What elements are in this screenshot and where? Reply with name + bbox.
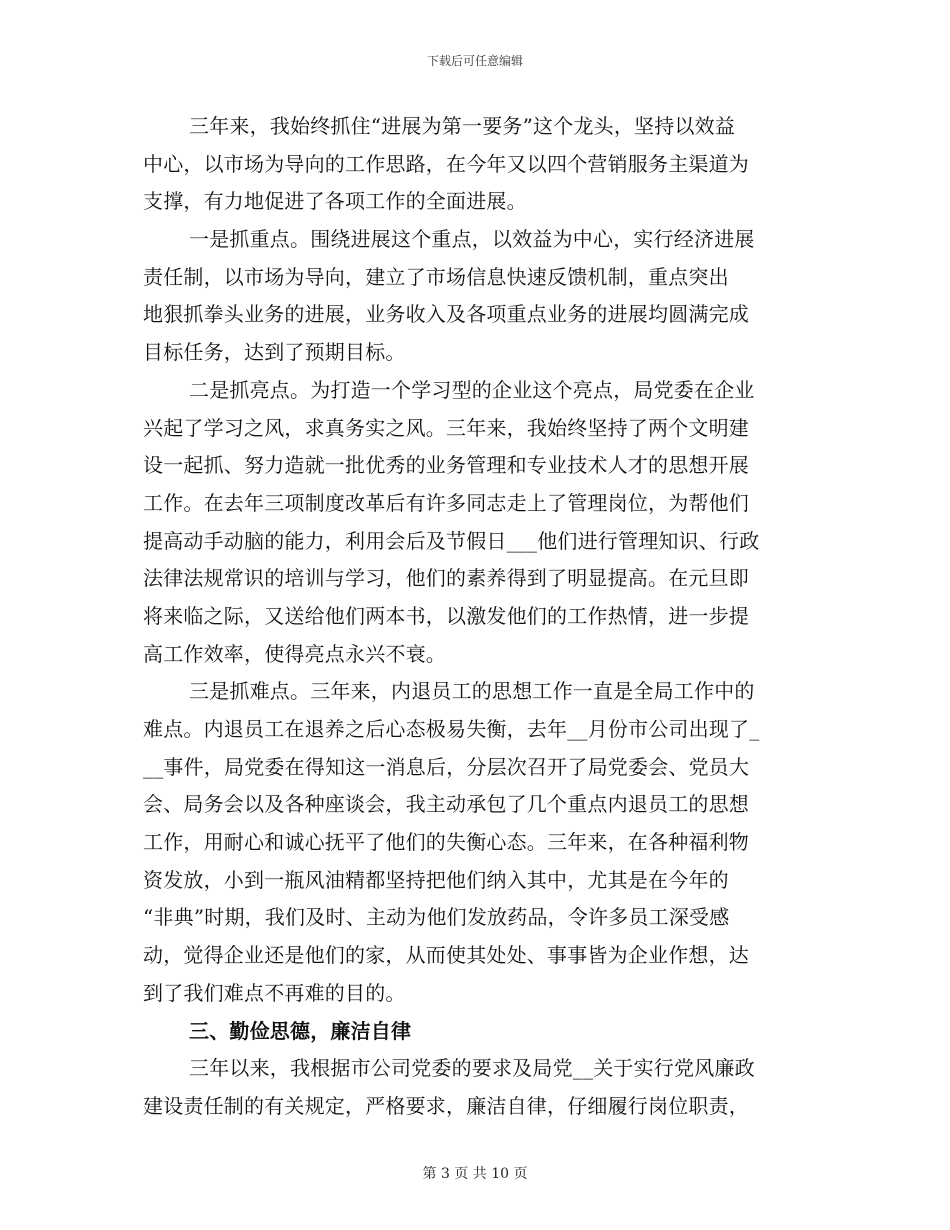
- paragraph-line: 提高动手动脑的能力，利用会后及节假日___他们进行管理知识、行政: [143, 528, 760, 553]
- section-heading: 三、勤俭思德，廉洁自律: [189, 1018, 412, 1043]
- paragraph-line: 到了我们难点不再难的目的。: [143, 980, 406, 1005]
- paragraph-line: 地狠抓拳头业务的进展，业务收入及各项重点业务的进展均圆满完成: [143, 302, 749, 327]
- document-body: [143, 108, 808, 1126]
- paragraph-line: 难点。内退员工在退养之后心态极易失衡，去年__月份市公司出现了_: [143, 717, 760, 741]
- paragraph-line: 三是抓难点。三年来，内退员工的思想工作一直是全局工作中的: [189, 679, 755, 704]
- paragraph-line: 兴起了学习之风，求真务实之风。三年来，我始终坚持了两个文明建: [143, 415, 749, 440]
- page-header: 下载后可任意编辑: [426, 54, 523, 68]
- paragraph-line: 三年以来，我根据市公司党委的要求及局党__关于实行党风廉政: [189, 1056, 755, 1081]
- paragraph-line: 三年来，我始终抓住“进展为第一要务”这个龙头，坚持以效益: [189, 114, 736, 138]
- paragraph-line: 资发放，小到一瓶风油精都坚持把他们纳入其中，尤其是在今年的: [143, 867, 729, 892]
- paragraph-line: 责任制，以市场为导向，建立了市场信息快速反馈机制，重点突出: [143, 264, 729, 289]
- page-number: 第 3 页 共 10 页: [422, 1166, 528, 1182]
- paragraph-line: “非典”时期，我们及时、主动为他们发放药品，令许多员工深受感: [143, 905, 730, 930]
- paragraph-line: __事件，局党委在得知这一消息后，分层次召开了局党委会、党员大: [143, 754, 750, 779]
- paragraph-line: 二是抓亮点。为打造一个学习型的企业这个亮点，局党委在企业: [189, 377, 755, 402]
- paragraph-line: 工作，用耐心和诚心抚平了他们的失衡心态。三年来，在各种福利物: [143, 830, 749, 855]
- paragraph-line: 动，觉得企业还是他们的家，从而使其处处、事事皆为企业作想，达: [143, 943, 749, 968]
- paragraph-line: 法律法规常识的培训与学习，他们的素养得到了明显提高。在元旦即: [143, 566, 749, 591]
- paragraph-line: 支撑，有力地促进了各项工作的全面进展。: [143, 189, 527, 214]
- paragraph-line: 设一起抓、努力造就一批优秀的业务管理和专业技术人才的思想开展: [143, 453, 749, 478]
- paragraph-line: 一是抓重点。围绕进展这个重点，以效益为中心，实行经济进展: [189, 227, 755, 252]
- paragraph-line: 建设责任制的有关规定，严格要求，廉洁自律，仔细履行岗位职责，: [143, 1093, 749, 1118]
- paragraph-line: 会、局务会以及各种座谈会，我主动承包了几个重点内退员工的思想: [143, 792, 749, 817]
- paragraph-line: 工作。在去年三项制度改革后有许多同志走上了管理岗位，为帮他们: [143, 490, 749, 515]
- paragraph-line: 将来临之际，又送给他们两本书，以激发他们的工作热情，进一步提: [143, 603, 749, 628]
- paragraph-line: 高工作效率，使得亮点永兴不衰。: [143, 641, 446, 666]
- paragraph-line: 中心，以市场为导向的工作思路，在今年又以四个营销服务主渠道为: [143, 151, 749, 176]
- paragraph-line: 目标任务，达到了预期目标。: [143, 340, 406, 365]
